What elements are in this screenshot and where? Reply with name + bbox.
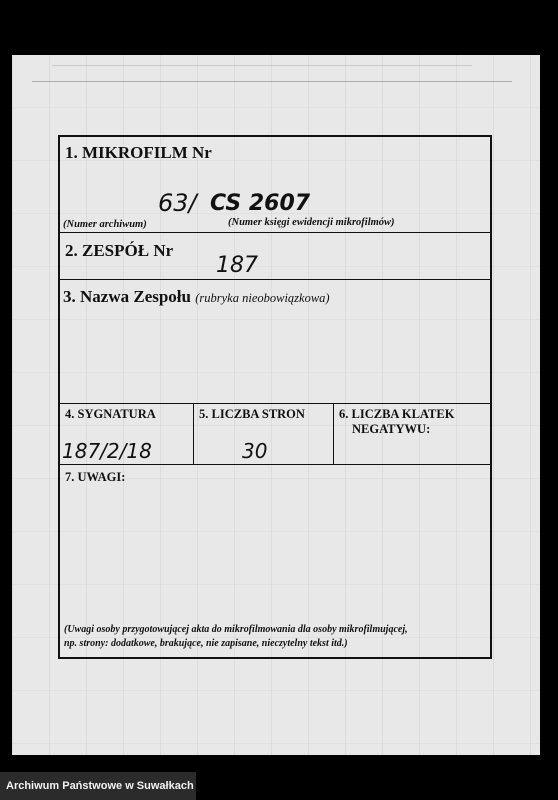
uwagi-note-line-2: np. strony: dodatkowe, brakujące, nie zapisane, nieczytelny tekst itd.) [64, 638, 348, 649]
negatywu-label: NEGATYWU: [352, 422, 431, 436]
zespol-number-value: 187 [216, 253, 258, 278]
uwagi-note-line-1: (Uwagi osoby przygotowującej akta do mikrofilmowania dla osoby mikrofilmującej, [64, 624, 408, 635]
divider-4 [60, 464, 490, 465]
divider-2 [60, 279, 490, 280]
mikrofilm-label: 1. MIKROFILM Nr [65, 143, 212, 162]
uwagi-label: 7. UWAGI: [65, 470, 126, 484]
nazwa-zespolu-title: 3. Nazwa Zespołu [63, 287, 191, 306]
column-divider-1 [193, 403, 194, 464]
liczba-stron-label: 5. LICZBA STRON [199, 407, 305, 421]
archive-number-value: 63/ [158, 189, 197, 217]
optional-field-note: (rubryka nieobowiązkowa) [195, 291, 330, 305]
archive-footer: Archiwum Państwowe w Suwałkach [0, 772, 196, 800]
archive-number-caption: (Numer archiwum) [63, 219, 147, 230]
ledger-number-value: CS 2607 [210, 191, 311, 216]
ledger-number-caption: (Numer księgi ewidencji mikrofilmów) [228, 217, 395, 228]
liczba-klatek-label: 6. LICZBA KLATEK [339, 407, 455, 421]
sygnatura-label: 4. SYGNATURA [65, 407, 156, 421]
sygnatura-value: 187/2/18 [62, 439, 152, 463]
nazwa-zespolu-label [63, 287, 330, 307]
scan-streak [52, 65, 472, 66]
microfilm-form [58, 135, 492, 659]
divider-1 [60, 232, 490, 233]
divider-3 [60, 403, 490, 404]
scan-streak [32, 81, 512, 82]
zespol-label: 2. ZESPÓŁ Nr [65, 241, 174, 260]
column-divider-2 [333, 403, 334, 464]
liczba-stron-value: 30 [242, 439, 268, 463]
